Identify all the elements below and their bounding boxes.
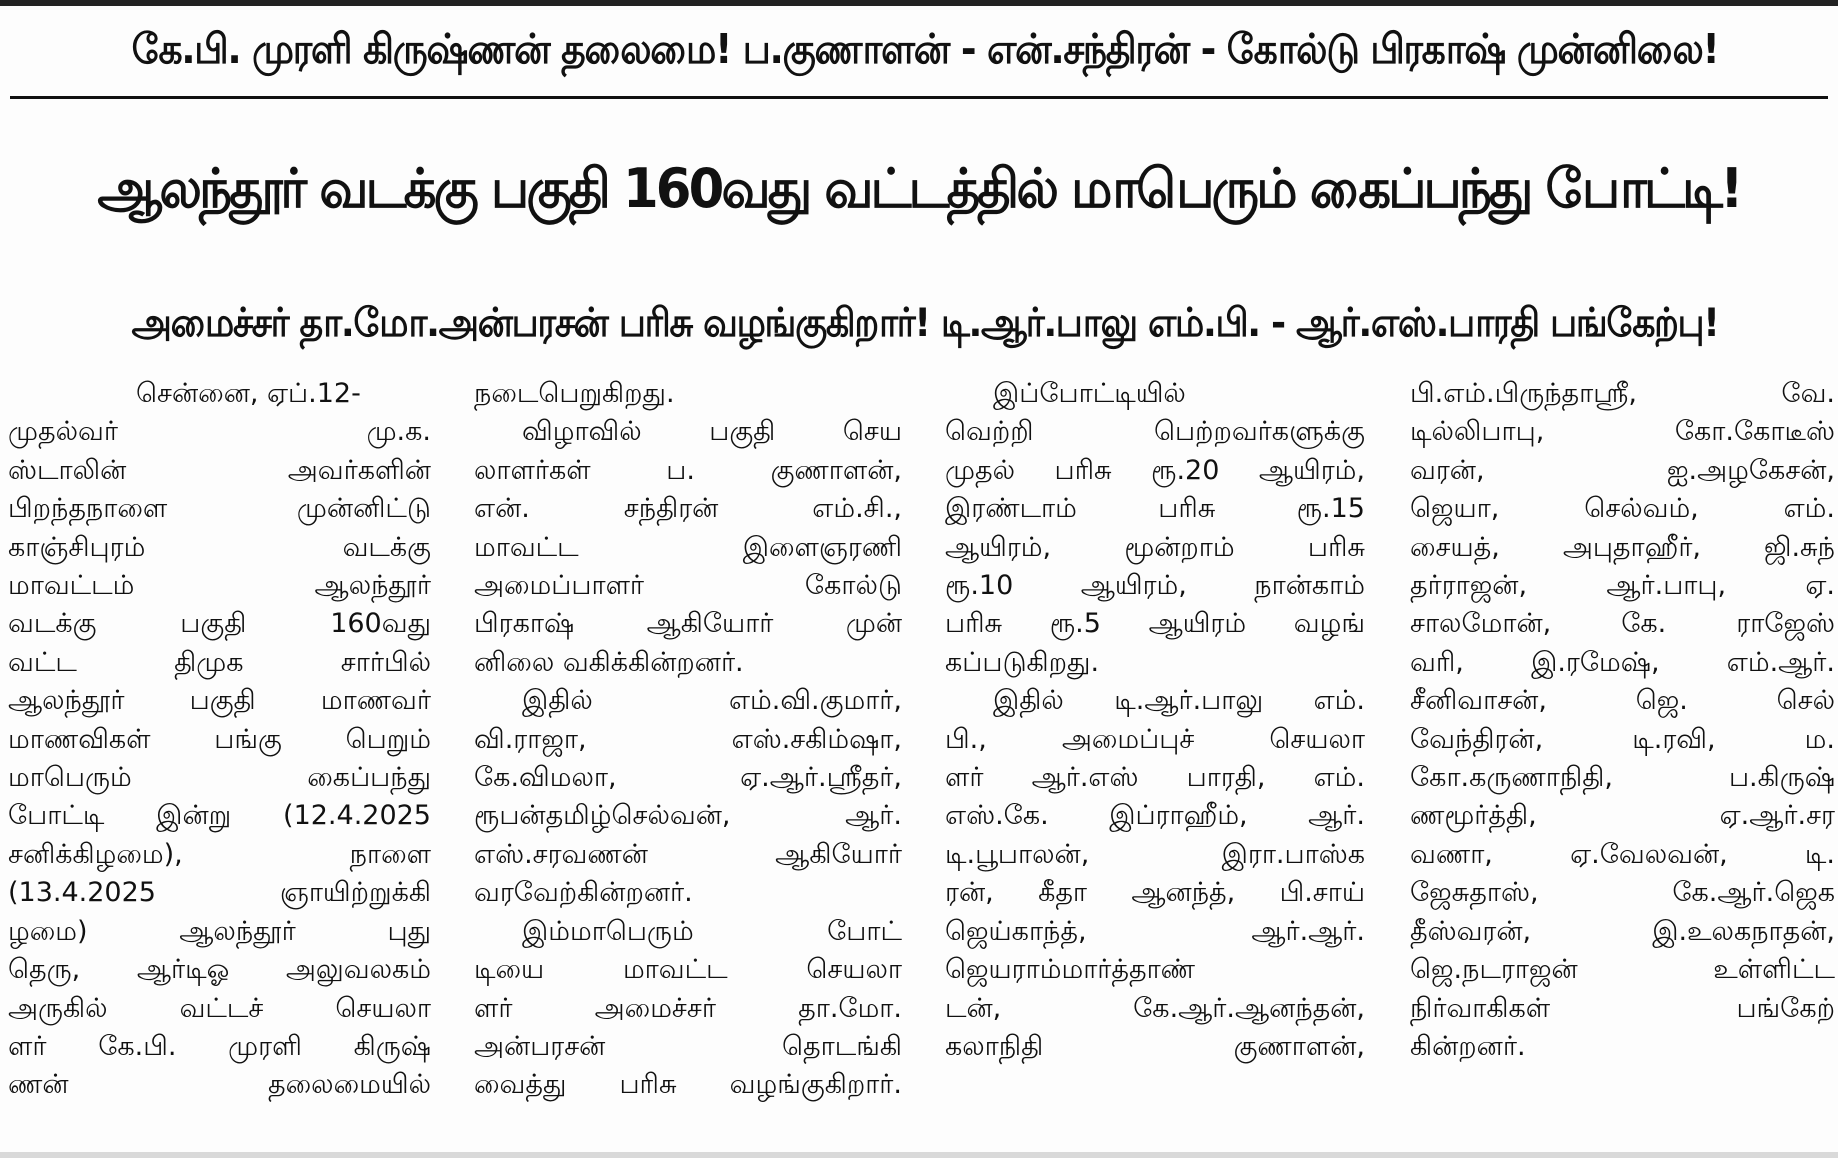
column-line: டியை மாவட்ட செயலா (474, 954, 902, 986)
column-line: வெற்றி பெற்றவர்களுக்கு (945, 416, 1365, 448)
column-line: ளர் ஆர்.எஸ் பாரதி, எம். (945, 762, 1365, 794)
column-line: ரன், கீதா ஆனந்த், பி.சாய் (945, 877, 1365, 909)
column-line: ஜெ.நடராஜன் உள்ளிட்ட (1410, 954, 1835, 986)
column-line: ஆலந்தூர் பகுதி மாணவர் (8, 685, 431, 717)
column-line: ஆயிரம், மூன்றாம் பரிசு (945, 531, 1365, 563)
column-line: வைத்து பரிசு வழங்குகிறார். (474, 1069, 902, 1101)
article-body (0, 375, 1838, 1145)
column-line: சனிக்கிழமை), நாளை (8, 838, 431, 870)
column-line: ழமை) ஆலந்தூர் புது (8, 915, 431, 947)
column-line: இரண்டாம் பரிசு ரூ.15 (945, 493, 1365, 525)
column-line: ஜெய்காந்த், ஆர்.ஆர். (945, 915, 1365, 947)
column-line: நடைபெறுகிறது. (474, 378, 675, 409)
column-line: இதில் டி.ஆர்.பாலு எம். (993, 685, 1365, 717)
column-line: விழாவில் பகுதி செய (522, 416, 902, 448)
column-line: ஜேசுதாஸ், கே.ஆர்.ஜெக (1410, 877, 1835, 909)
column-line: காஞ்சிபுரம் வடக்கு (8, 531, 431, 563)
column-line: ஜெயா, செல்வம், எம். (1410, 493, 1835, 525)
column-line: எஸ்.கே. இப்ராஹீம், ஆர். (945, 800, 1365, 832)
column-line: மாவட்ட இளைஞரணி (474, 531, 902, 563)
column-line: சீனிவாசன், ஜெ. செல் (1410, 685, 1835, 717)
column-line: கோ.கருணாநிதி, ப.கிருஷ் (1410, 762, 1835, 794)
column-line: வட்ட திமுக சார்பில் (8, 646, 431, 678)
article-column-4 (1410, 375, 1835, 1145)
column-line: பி.எம்.பிருந்தாஸ்ரீ, வே. (1410, 378, 1835, 409)
column-line: அமைப்பாளர் கோல்டு (474, 570, 902, 602)
column-line: முதல் பரிசு ரூ.20 ஆயிரம், (945, 454, 1365, 486)
column-line: னிலை வகிக்கின்றனர். (474, 646, 744, 678)
kicker-divider (10, 96, 1828, 99)
column-line: எஸ்.சரவணன் ஆகியோர் (474, 838, 902, 870)
column-line: பி., அமைப்புச் செயலா (945, 723, 1365, 755)
column-line: வரன், ஐ.அழகேசன், (1410, 454, 1835, 486)
column-line: பிரகாஷ் ஆகியோர் முன் (474, 608, 902, 640)
column-line: ணமூர்த்தி, ஏ.ஆர்.சர (1410, 800, 1835, 832)
subheadline: அமைச்சர் தா.மோ.அன்பரசன் பரிசு வழங்குகிறார்! டி.ஆர்.பாலு எம்.பி. - ஆர்.எஸ்.பாரதி பங்கேற்பு! (131, 300, 1719, 346)
column-line: கப்படுகிறது. (945, 646, 1100, 678)
column-line: என். சந்திரன் எம்.சி., (474, 493, 902, 525)
article-column-3 (945, 375, 1365, 1145)
column-line: லாளர்கள் ப. குணாளன், (474, 454, 902, 486)
column-line: டில்லிபாபு, கோ.கோடீஸ் (1410, 416, 1835, 448)
column-line: வணா, ஏ.வேலவன், டி. (1410, 838, 1835, 870)
column-line: சையத், அபுதாஹீர், ஜி.சுந் (1410, 531, 1835, 563)
article-column-2 (474, 375, 902, 1145)
column-line: பிறந்தநாளை முன்னிட்டு (8, 493, 431, 525)
column-line: ளர் கே.பி. முரளி கிருஷ் (8, 1030, 431, 1062)
column-line: கலாநிதி குணாளன், (945, 1030, 1365, 1062)
bottom-edge (0, 1152, 1838, 1158)
column-line: இதில் எம்.வி.குமார், (522, 685, 902, 717)
kicker-line: கே.பி. முரளி கிருஷ்ணன் தலைமை! ப.குணாளன் - என்.சந்திரன் - கோல்டு பிரகாஷ் முன்னிலை! (131, 25, 1719, 73)
column-line: முதல்வர் மு.க. (8, 416, 431, 448)
column-line: டி.பூபாலன், இரா.பாஸ்க (945, 838, 1365, 870)
column-line: ணன் தலைமையில் (8, 1069, 431, 1101)
column-line: சாலமோன், கே. ராஜேஸ் (1410, 608, 1835, 640)
column-line: இப்போட்டியில் (993, 378, 1186, 409)
column-line: மாணவிகள் பங்கு பெறும் (8, 723, 431, 755)
top-rule (0, 0, 1838, 6)
column-line: வடக்கு பகுதி 160வது (8, 608, 431, 640)
column-line: போட்டி இன்று (12.4.2025 (8, 800, 431, 832)
column-line: ரூ.10 ஆயிரம், நான்காம் (945, 570, 1365, 602)
column-line: தர்ராஜன், ஆர்.பாபு, ஏ. (1410, 570, 1835, 602)
column-line: வேந்திரன், டி.ரவி, ம. (1410, 723, 1835, 755)
column-line: வரி, இ.ரமேஷ், எம்.ஆர். (1410, 646, 1835, 678)
column-line: வி.ராஜா, எஸ்.சகிம்ஷா, (474, 723, 902, 755)
column-line: ரூபன்தமிழ்செல்வன், ஆர். (474, 800, 902, 832)
column-line: அருகில் வட்டச் செயலா (8, 992, 431, 1024)
column-line: சென்னை, ஏப்.12- (136, 378, 361, 409)
column-line: மாபெரும் கைப்பந்து (8, 762, 431, 794)
column-line: ஸ்டாலின் அவர்களின் (8, 454, 431, 486)
column-line: தெரு, ஆர்டிஓ அலுவலகம் (8, 954, 431, 986)
article-column-1 (8, 375, 431, 1145)
column-line: நிர்வாகிகள் பங்கேற் (1410, 992, 1835, 1024)
column-line: மாவட்டம் ஆலந்தூர் (8, 570, 431, 602)
column-line: (13.4.2025 ஞாயிற்றுக்கி (8, 877, 431, 909)
column-line: பரிசு ரூ.5 ஆயிரம் வழங் (945, 608, 1365, 640)
column-line: ளர் அமைச்சர் தா.மோ. (474, 992, 902, 1024)
column-line: ஜெயராம்மார்த்தாண் (945, 954, 1196, 986)
column-line: கின்றனர். (1410, 1030, 1526, 1062)
headline: ஆலந்தூர் வடக்கு பகுதி 160வது வட்டத்தில் மாபெரும் கைப்பந்து போட்டி! (97, 157, 1741, 220)
column-line: இம்மாபெரும் போட் (522, 915, 902, 947)
column-line: டன், கே.ஆர்.ஆனந்தன், (945, 992, 1365, 1024)
column-line: தீஸ்வரன், இ.உலகநாதன், (1410, 915, 1835, 947)
column-line: அன்பரசன் தொடங்கி (474, 1030, 902, 1062)
column-line: கே.விமலா, ஏ.ஆர்.ஸ்ரீதர், (474, 762, 902, 794)
column-line: வரவேற்கின்றனர். (474, 877, 693, 909)
